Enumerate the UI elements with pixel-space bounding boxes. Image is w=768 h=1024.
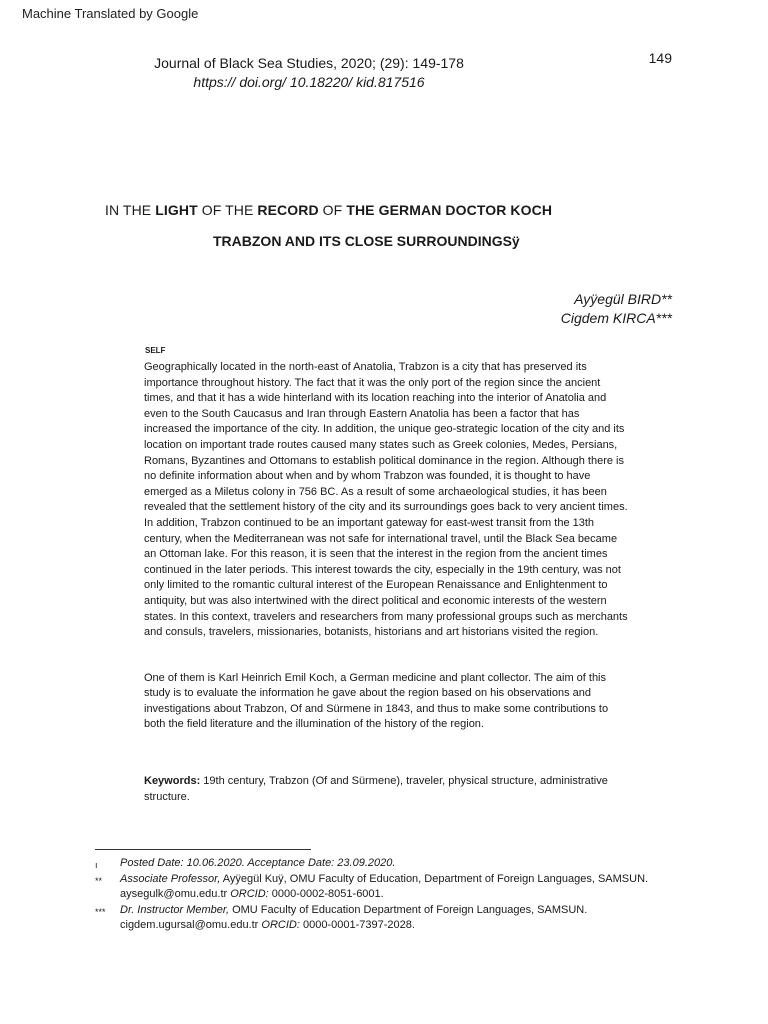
doi-link[interactable]: https:// doi.org/ 10.18220/ kid.817516 [193, 74, 425, 90]
abstract-heading: SELF [145, 346, 166, 355]
article-title-line-1 [105, 202, 552, 218]
footnote [95, 872, 695, 902]
orcid-id: 0000-0001-7397-2028. [299, 919, 415, 931]
footnote-italic: Posted Date: 10.06.2020. Acceptance Date: 23.09.2020. [120, 857, 396, 869]
abstract-paragraph: Geographically located in the north-east of Anatolia, Trabzon is a city that has preserved its importance throughout history. The fact that it was the only port of the region since the ancient times, and that it has a wide hinterland with its location reaching into the interior of Anatolia and even to the South Caucasus and Iran through Eastern Anatolia has been a factor that has increased the importance of the city. In addition, the unique geo-strategic location of the city and its location on important trade routes caused many states such as Greek colonies, Medes, Persians, Romans, Byzantines and Ottomans to establish political dominance in the region. Although there is no definite information about when and by whom Trabzon was founded, it is thought to have emerged as a Miletus colony in 756 BC. As a result of some archaeological studies, it has been revealed that the settlement history of the city and its surroundings goes back to very ancient times. In addition, Trabzon continued to be an important gateway for east-west transit from the 13th century, when the Mediterranean was not safe for international travel, until the Black Sea became an Ottoman lake. For this reason, it is seen that the interest in the region from the ancient times continued in the later periods. This interest towards the city, especially in the 19th century, was not only limited to the romantic cultural interest of the European Renaissance and Enlightenment to antiquity, but was also intertwined with the direct political and economic interests of the western states. In this context, travelers and researchers from many professional groups such as merchants and consuls, travelers, missionaries, botanists, historians and art historians visited the region. [144, 361, 628, 639]
keywords [144, 773, 614, 805]
title-fragment: OF [318, 202, 347, 218]
footnote [95, 903, 695, 933]
title-fragment-bold: RECORD [257, 202, 319, 218]
footnote-italic: Associate Professor, [120, 873, 221, 885]
machine-translation-banner: Machine Translated by Google [22, 6, 199, 21]
footnote-italic: Dr. Instructor Member, [120, 904, 230, 916]
keywords-text: 19th century, Trabzon (Of and Sürmene), traveler, physical structure, administrative structure. [144, 775, 608, 803]
footnote-divider [95, 849, 311, 850]
title-fragment-bold: THE GERMAN DOCTOR KOCH [346, 202, 553, 218]
author-email[interactable]: cigdem.ugursal@omu.edu.tr [120, 919, 262, 931]
author-name: Ayÿegül BIRD** [574, 291, 672, 307]
keywords-label: Keywords: [144, 775, 201, 787]
footnote-marker: *** [95, 907, 106, 917]
author-email[interactable]: aysegulk@omu.edu.tr [120, 888, 231, 900]
title-fragment: OF THE [197, 202, 258, 218]
abstract-body [144, 360, 629, 733]
abstract-paragraph: One of them is Karl Heinrich Emil Koch, a German medicine and plant collector. The aim of this study is to evaluate the information he gave about the region based on his observations and investigations about Trabzon, Of and Sürmene in 1843, and thus to make some contributions to both the field literature and the illumination of the history of the region. [144, 671, 609, 731]
orcid-id: 0000-0002-8051-6001. [268, 888, 384, 900]
orcid-label: ORCID: [230, 888, 269, 900]
author-name: Cigdem KIRCA*** [560, 310, 672, 326]
footnote-text: OMU Faculty of Education Department of Foreign Languages, SAMSUN. [229, 904, 588, 916]
footnote-text: Ayÿegül Kuÿ, OMU Faculty of Education, Department of Foreign Languages, SAMSUN. [220, 873, 649, 885]
author-list [561, 290, 672, 328]
title-fragment-bold: LIGHT [155, 202, 198, 218]
footnote-marker: ** [95, 876, 103, 886]
title-fragment: IN THE [105, 202, 156, 218]
article-title-line-2: TRABZON AND ITS CLOSE SURROUNDINGSÿ [213, 233, 520, 249]
footnotes [95, 856, 695, 934]
journal-citation: Journal of Black Sea Studies, 2020; (29): 149-178 [154, 55, 464, 71]
footnote [95, 856, 695, 871]
footnote-marker: ı [95, 860, 98, 870]
page-number: 149 [648, 50, 672, 66]
orcid-label: ORCID: [261, 919, 300, 931]
